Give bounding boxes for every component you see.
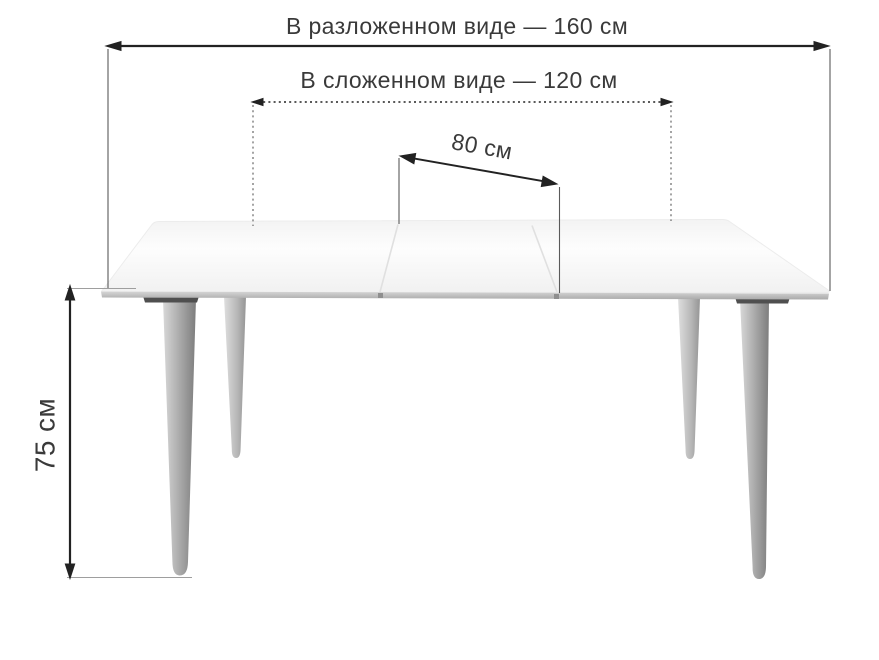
dimension-line [413, 158, 544, 181]
dimension-height [65, 286, 74, 579]
arrow-left-icon [400, 154, 416, 164]
dimension-label-folded-width: В сложенном виде — 120 см [300, 67, 618, 93]
table-leg-front-right [740, 300, 769, 579]
dimension-unfolded-width [106, 42, 829, 51]
tabletop [102, 220, 829, 293]
dimension-label-height: 75 см [29, 397, 61, 473]
table-leg-back-right [678, 298, 700, 460]
dimension-label-leaf-width: 80 см [449, 128, 515, 165]
arrow-right-icon [541, 176, 557, 186]
table [101, 220, 829, 580]
dimension-folded-width [252, 98, 672, 105]
arrow-left-icon [252, 98, 263, 105]
edge-notch-right [554, 294, 559, 299]
arrow-up-icon [65, 286, 74, 301]
table-leg-back-left [224, 297, 246, 459]
arrow-down-icon [65, 564, 74, 579]
arrow-right-icon [814, 42, 829, 51]
arrow-right-icon [661, 98, 672, 105]
dimension-label-unfolded-width: В разложенном виде — 160 см [285, 13, 629, 39]
table-leg-front-left [163, 299, 196, 576]
edge-notch-left [378, 293, 383, 298]
